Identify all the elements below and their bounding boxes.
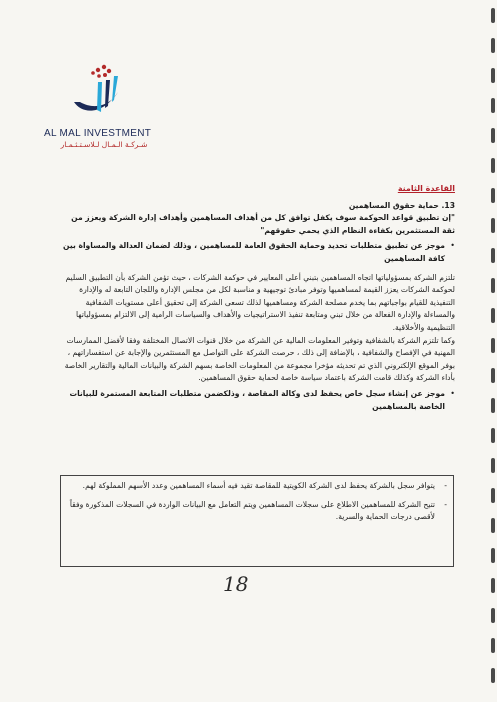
paragraph: تلتزم الشركة بمسؤولياتها اتجاه المساهمين بتبني أعلى المعايير في حوكمة الشركات ، حيث تؤمن الشركة بأن التطبيق السليم لحوكمة الشركات يعزز القيمة لمساهميها وتوفر مبادئ توجيهية و مناسبة لكل من مجلس الإدارة واللجان التابعة له والإدارة التنفيذية للقيام بواجباتهم بما يخدم مصلحة الشركة ومساهميها لذلك تسعى الشركة إلى تحقيق أعلى مستويات الشفافية والمساءلة والإدارة الفعالة من خلال تبني ومتابعة تنفيذ الاستراتيجيات والأهداف والسياسات الرامية إلى الالتزام بمسؤولياتها التنظيمية والأخلاقية. — [65, 272, 455, 332]
logo-name-english: AL MAL INVESTMENT — [44, 128, 152, 139]
binder-holes — [485, 8, 495, 698]
document-body — [60, 183, 455, 413]
list-item — [67, 499, 447, 524]
page-number: 18 — [223, 572, 249, 596]
bullet-text: موجز عن تطبيق متطلبات تحديد وحماية الحقوق العامة للمساهمين ، وذلك لضمان العدالة والمساواة بين كافة المساهمين — [63, 241, 445, 263]
bullet-icon: • — [450, 241, 455, 251]
bullet-item — [60, 240, 455, 265]
paragraph: وكما تلتزم الشركة بالشفافية وتوفير المعلومات المالية عن الشركة من خلال قنوات الاتصال المختلفة وفقا لأفضل الممارسات المهنية في الإفصاح والشفافية ، بالإضافة إلى ذلك ، حرصت الشركة على التواصل مع المستثمرين والإجابة عن استفساراتهم ، بوفر الموقع الإلكتروني الذي تم تحديثه مؤخرا مجموعة من المعلومات الخاصة بسهم الشركة والبيانات المالية والتقارير الخاصة بأداء الشركة وكذلك قامت الشركة باعتماد سياسة خاصة لحماية حقوق المساهمين. — [64, 335, 455, 383]
item-heading: 13. حماية حقوق المساهمين — [348, 200, 455, 210]
list-item — [67, 480, 447, 493]
section-title: القاعدة الثامنة — [397, 184, 455, 193]
list-item-text: تتيح الشركة للمساهمين الاطلاع على سجلات المساهمين ويتم التعامل مع البيانات الواردة في السجلات المذكورة وفقاً لأقصى درجات الحماية والسرية. — [69, 499, 435, 522]
bullet-text: موجز عن إنشاء سجل خاص يحفظ لدى وكالة المقاصة ، وذلكضمن متطلبات المتابعة المستمرة للبيانات الخاصة بالمساهمين — [69, 388, 445, 411]
dash-icon: - — [444, 481, 447, 490]
logo-mark-icon — [68, 62, 140, 124]
dash-icon: - — [444, 499, 447, 509]
bullet-icon: • — [450, 388, 455, 398]
bullet-item — [60, 388, 455, 413]
company-logo — [44, 62, 164, 149]
register-info-box — [60, 475, 454, 567]
logo-name-arabic: شـركـة الـمـال لـلاسـتـثـمـار — [60, 140, 148, 149]
list-item-text: يتوافر سجل بالشركة يحفظ لدى الشركة الكويتية للمقاصة تقيد فيه أسماء المساهمين وعدد الأسهم المملوكة لهم. — [82, 481, 435, 490]
intro-quote: "إن تطبيق قواعد الحوكمة سوف يكفل توافق كل من أهداف المساهمين وأهداف إدارة الشركة ويعزز من ثقة المستثمرين بكفاءة النظام الذي يحمي حقوقهم" — [71, 213, 455, 235]
